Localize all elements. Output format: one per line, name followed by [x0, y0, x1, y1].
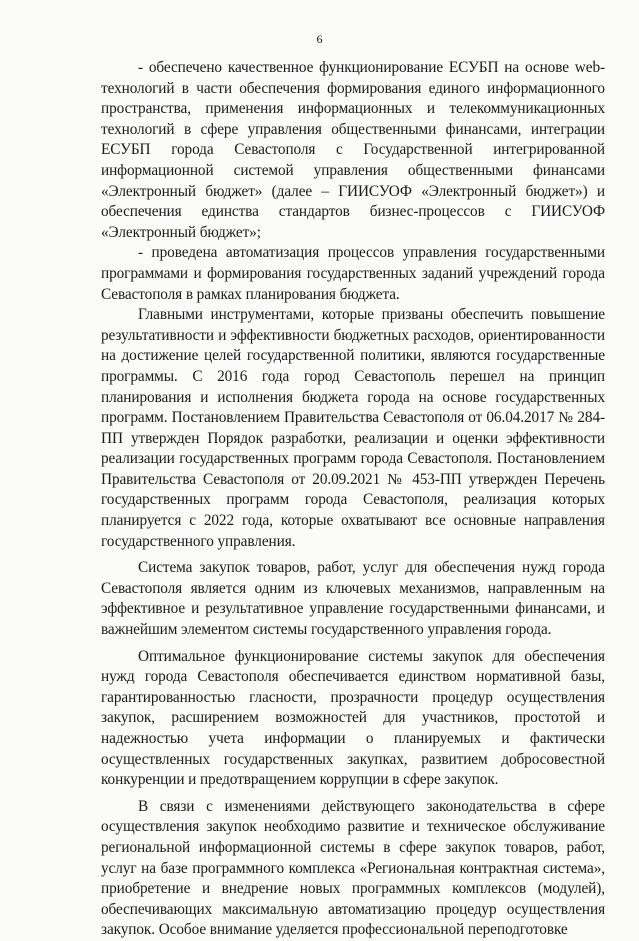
paragraph-state-programs: Главными инструментами, которые призваны обеспечить повышение результативности и эффективности бюджетных расходов, ориентированности на достижение целей государственной политики, являются государственные программы. С 2016 года город Севастополь перешел на принцип планирования и исполнения бюджета города на основе государственных программ. Постановлением Правительства Севастополя от 06.04.2017 № 284-ПП утвержден Порядок разработки, реализации и оценки эффективности реализации государственных программ города Севастополя. Постановлением Правительства Севастополя от 20.09.2021 № 453-ПП утвержден Перечень государственных программ города Севастополя, реализация которых планируется с 2022 года, которые охватывают все основные направления государственного управления.	[101, 306, 605, 550]
paragraph-automation: - проведена автоматизация процессов управления государственными программами и формирования государственных заданий учреждений города Севастополя в рамках планирования бюджета.	[101, 244, 605, 303]
paragraph-optimal-functioning: Оптимальное функционирование системы закупок для обеспечения нужд города Севастополя обеспечивается единством нормативной базы, гарантированностью гласности, прозрачности процедур осуществления закупок, расширением возможностей для участников, простотой и надежностью учета информации о планируемых и фактически осуществленных государственных закупках, развитием добросовестной конкуренции и предотвращением коррупции в сфере закупок.	[101, 647, 605, 789]
document-body	[101, 58, 605, 941]
paragraph-legislation-changes: В связи с изменениями действующего законодательства в сфере осуществления закупок необходимо развитие и техническое обслуживание региональной информационной системы в сфере закупок товаров, работ, услуг на базе программного комплекса «Региональная контрактная система», приобретение и внедрение новых программных комплексов (модулей), обеспечивающих максимальную автоматизацию процедур осуществления закупок. Особое внимание уделяется профессиональной переподготовке	[101, 797, 605, 939]
page-number: 6	[316, 32, 323, 46]
paragraph-procurement-system: Система закупок товаров, работ, услуг для обеспечения нужд города Севастополя является одним из ключевых механизмов, направленным на эффективное и результативное управление государственными финансами, и важнейшим элементом системы государственного управления города.	[101, 559, 605, 639]
paragraph-esubp-functioning: - обеспечено качественное функционирование ЕСУБП на основе web-технологий в части обеспечения формирования единого информационного пространства, применения информационных и телекоммуникационных технологий в сфере управления общественными финансами, интеграции ЕСУБП города Севастополя с Государственной интегрированной информационной системой управления общественными финансами «Электронный бюджет» (далее – ГИИСУОФ «Электронный бюджет») и обеспечения единства стандартов бизнес-процессов с ГИИСУОФ «Электронный бюджет»;	[101, 59, 605, 241]
